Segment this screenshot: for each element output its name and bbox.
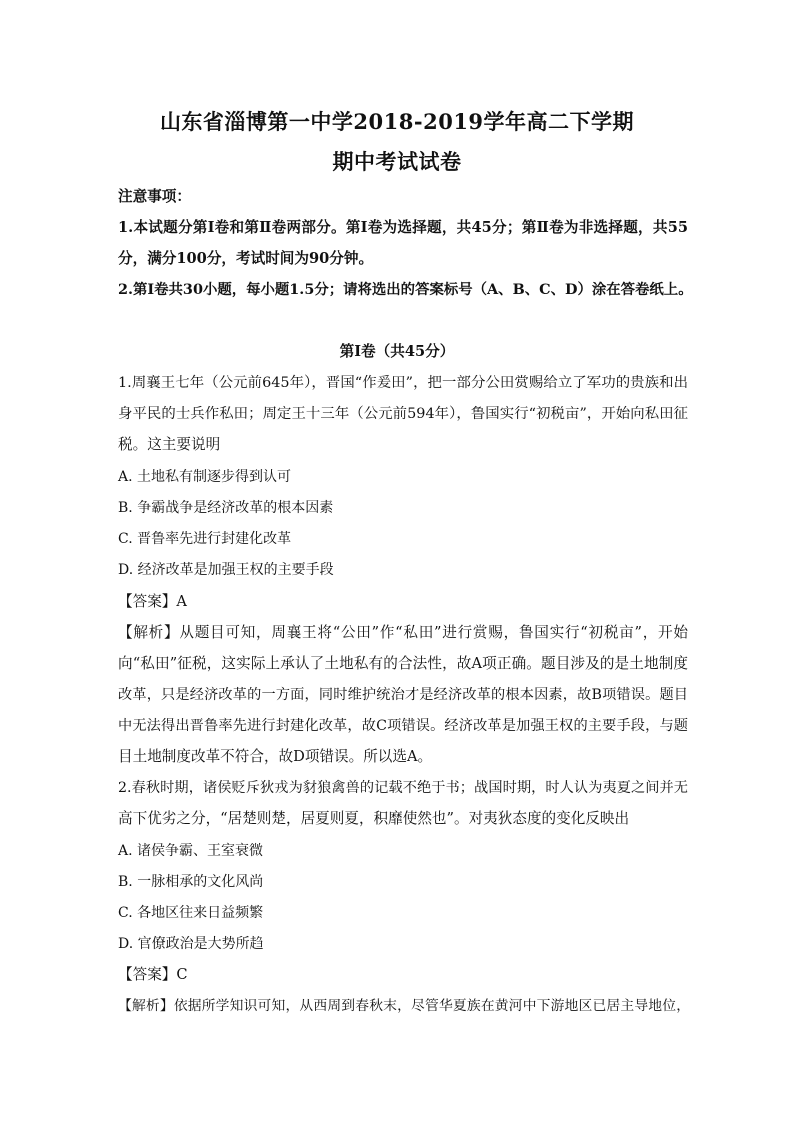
q2-stem-line-2: 高下优劣之分，“居楚则楚，居夏则夏，积靡使然也”。对夷狄态度的变化反映出 [118, 810, 630, 827]
notice-item-1-line-2: 分，满分100分，考试时间为90分钟。 [118, 250, 374, 267]
q1-answer: 【答案】A [118, 593, 187, 610]
q1-stem-line-2: 身平民的士兵作私田；周定王十三年（公元前594年），鲁国实行“初税亩”，开始向私田征 [118, 406, 688, 422]
q2-analysis-line-1: 【解析】依据所学知识可知，从西周到春秋末，尽管华夏族在黄河中下游地区已居主导地位， [118, 998, 690, 1014]
q1-analysis-line-2: 向“私田”征税，这实际上承认了土地私有的合法性，故A项正确。题目涉及的是土地制度 [118, 655, 688, 672]
q1-analysis-line-3: 改革，只是经济改革的一方面，同时维护统治才是经济改革的根本因素，故B项错误。题目 [118, 687, 688, 703]
notice-heading: 注意事项： [118, 188, 191, 205]
q1-option-c: C. 晋鲁率先进行封建化改革 [118, 531, 292, 547]
exam-subtitle: 期中考试试卷 [332, 149, 462, 174]
q2-option-d: D. 官僚政治是大势所趋 [118, 936, 264, 952]
q2-stem-line-1: 2.春秋时期，诸侯贬斥狄戎为豺狼禽兽的记载不绝于书；战国时期，时人认为夷夏之间并无 [118, 780, 688, 796]
section-title: 第Ⅰ卷（共45分） [339, 343, 455, 360]
exam-title: 山东省淄博第一中学2018-2019学年高二下学期 [159, 109, 635, 134]
q1-option-a: A. 土地私有制逐步得到认可 [118, 469, 292, 485]
notice-item-2: 2.第Ⅰ卷共30小题，每小题1.5分；请将选出的答案标号（A、B、C、D）涂在答卷纸上。 [118, 281, 693, 298]
q1-stem-line-1: 1.周襄王七年（公元前645年），晋国“作爰田”，把一部分公田赏赐给立了军功的贵族和出 [118, 375, 688, 391]
q1-analysis-line-5: 目土地制度改革不符合，故D项错误。所以选A。 [118, 748, 433, 765]
q1-analysis-line-4: 中无法得出晋鲁率先进行封建化改革，故C项错误。经济改革是加强王权的主要手段，与题 [118, 718, 688, 734]
notice-item-1-line-1: 1.本试题分第Ⅰ卷和第Ⅱ卷两部分。第Ⅰ卷为选择题，共45分；第Ⅱ卷为非选择题，共55 [118, 219, 688, 236]
q2-option-a: A. 诸侯争霸、王室衰微 [118, 843, 264, 859]
q2-option-b: B. 一脉相承的文化风尚 [118, 874, 264, 890]
q1-analysis-line-1: 【解析】从题目可知，周襄王将“公田”作“私田”进行赏赐，鲁国实行“初税亩”，开始 [118, 624, 688, 641]
q1-stem-line-3: 税。这主要说明 [118, 436, 221, 453]
q2-answer: 【答案】C [118, 966, 188, 983]
q2-option-c: C. 各地区往来日益频繁 [118, 905, 264, 921]
q1-option-d: D. 经济改革是加强王权的主要手段 [118, 562, 334, 578]
q1-option-b: B. 争霸战争是经济改革的根本因素 [118, 500, 334, 516]
